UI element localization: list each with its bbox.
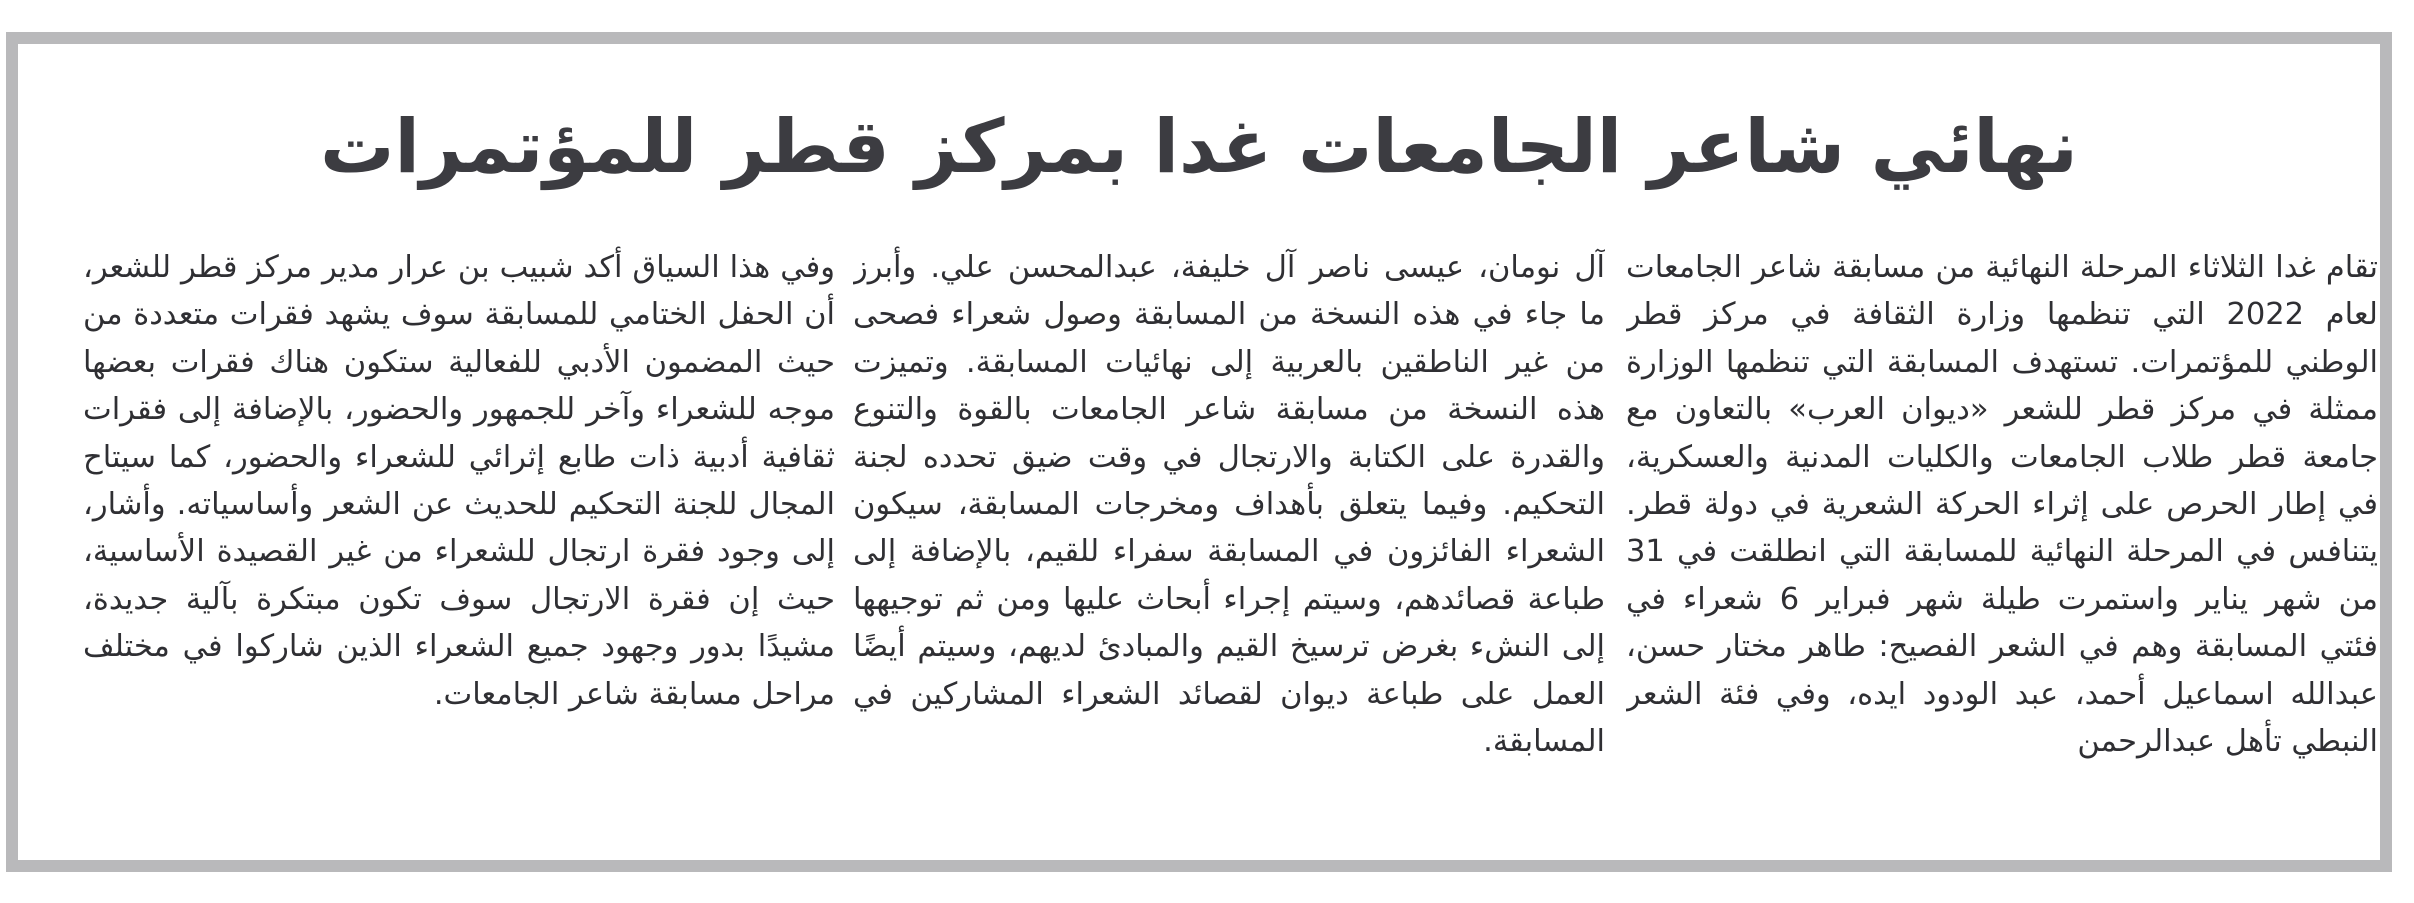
article-column-3: وفي هذا السياق أكد شبيب بن عرار مدير مركز قطر للشعر، أن الحفل الختامي للمسابقة سوف يشهد فقرات متعددة من حيث المضمون الأدبي للفعالية ستكون هناك فقرات بعضها موجه للشعراء وآخر للجمهور والحضور، بالإضافة إلى فقرات ثقافية أدبية ذات طابع إثرائي للشعراء والحضور، كما سيتاح المجال للجنة التحكيم للحديث عن الشعر وأساسياته. وأشار، إلى وجود فقرة ارتجال للشعراء من غير القصيدة الأساسية، حيث إن فقرة الارتجال سوف تكون مبتكرة بآلية جديدة، مشيدًا بدور وجهود جميع الشعراء الذين شاركوا في مختلف مراحل مسابقة شاعر الجامعات. [83,250,835,712]
article-frame [6,32,2392,872]
article-headline: نهائي شاعر الجامعات غدا بمركز قطر للمؤتمرات [320,104,2078,190]
article-column-2: آل نومان، عيسى ناصر آل خليفة، عبدالمحسن علي. وأبرز ما جاء في هذه النسخة من المسابقة وصول شعراء فصحى من غير الناطقين بالعربية إلى نهائيات المسابقة. وتميزت هذه النسخة من مسابقة شاعر الجامعات بالقوة والتنوع والقدرة على الكتابة والارتجال في وقت ضيق تحدده لجنة التحكيم. وفيما يتعلق بأهداف ومخرجات المسابقة، سيكون الشعراء الفائزون في المسابقة سفراء للقيم، بالإضافة إلى طباعة قصائدهم، وسيتم إجراء أبحاث عليها ومن ثم توجيهها إلى النشء بغرض ترسيخ القيم والمبادئ لديهم، وسيتم أيضًا العمل على طباعة ديوان لقصائد الشعراء المشاركين في المسابقة. [853,250,1605,760]
article-column-1: تقام غدا الثلاثاء المرحلة النهائية من مسابقة شاعر الجامعات لعام 2022 التي تنظمها وزارة الثقافة في مركز قطر الوطني للمؤتمرات. تستهدف المسابقة التي تنظمها الوزارة ممثلة في مركز قطر للشعر «ديوان العرب» بالتعاون مع جامعة قطر طلاب الجامعات والكليات المدنية والعسكرية، في إطار الحرص على إثراء الحركة الشعرية في دولة قطر. يتنافس في المرحلة النهائية للمسابقة التي انطلقت في 31 من شهر يناير واستمرت طيلة شهر فبراير 6 شعراء في فئتي المسابقة وهم في الشعر الفصيح: طاهر مختار حسن، عبدالله اسماعيل أحمد، عبد الودود ايده، وفي فئة الشعر النبطي تأهل عبدالرحمن [1626,250,2378,760]
